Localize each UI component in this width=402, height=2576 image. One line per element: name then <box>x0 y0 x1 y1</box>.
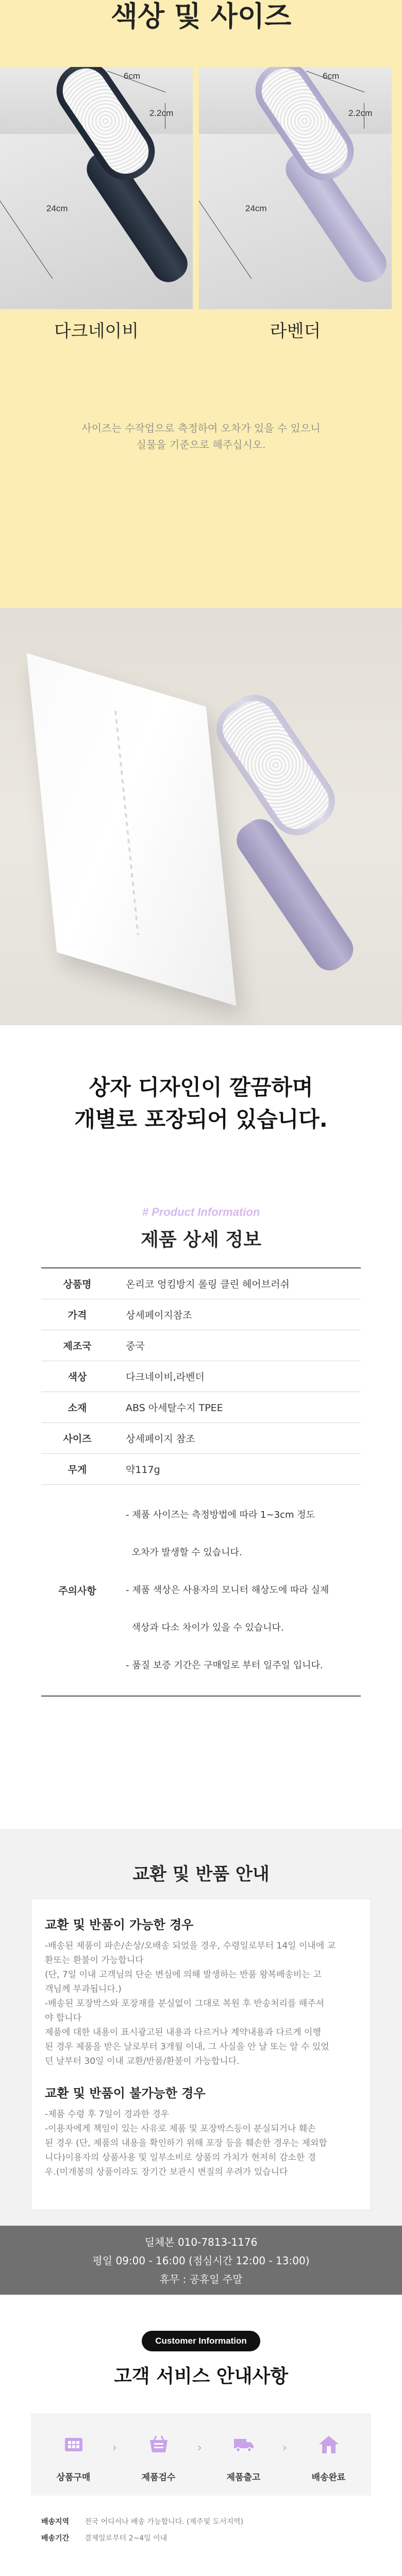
table-row: 가격 상세페이지참조 <box>41 1299 361 1330</box>
spec-table <box>41 1267 361 1697</box>
home-icon <box>318 2434 340 2455</box>
color-name-lavender: 라벤더 <box>270 321 321 342</box>
table-row: 제조국 중국 <box>41 1330 361 1361</box>
contact-hours: 평일 09:00 - 16:00 (점심시간 12:00 - 13:00) <box>92 2255 310 2267</box>
shipping-area-row: 배송지역 전국 어디서나 배송 가능합니다. (제주및 도서지역) <box>41 2518 244 2526</box>
photo-lavender: 6cm 2.2cm 24cm <box>199 67 392 309</box>
table-row: 무게 약117g <box>41 1453 361 1484</box>
colors-size-section <box>0 0 402 608</box>
package-line-1: 상자 디자인이 깔끔하며 <box>89 1075 313 1100</box>
return-impossible-title: 교환 및 반품이 불가능한 경우 <box>45 2086 206 2100</box>
customer-service-section <box>0 2295 402 2506</box>
customer-service-title: 고객 서비스 안내사항 <box>113 2366 289 2387</box>
order-steps: 상품구매 › 제품검수 › 제품출고 › 배송완료 <box>31 2413 371 2496</box>
cart-icon <box>63 2434 85 2455</box>
table-row: 상품명 온리코 엉킴방지 롤링 클린 헤어브러쉬 <box>41 1268 361 1299</box>
step-purchase: 상품구매 <box>31 2413 116 2496</box>
table-row: 색상 다크네이비,라벤더 <box>41 1361 361 1392</box>
table-row: 소재 ABS 아세탈수지 TPEE <box>41 1392 361 1422</box>
truck-icon <box>233 2434 255 2455</box>
size-note: 사이즈는 수작업으로 측정하여 오차가 있을 수 있으니 실물을 기준으로 해주십시오. <box>81 422 321 451</box>
contact-hours-band <box>0 2226 402 2295</box>
package-line-2: 개별로 포장되어 있습니다. <box>74 1107 328 1132</box>
step-shipping: 제품출고 <box>201 2413 286 2496</box>
product-info-eyebrow: # Product Information <box>142 1206 260 1218</box>
table-row-caution: 주의사항 - 제품 사이즈는 측정방법에 따라 1~3cm 정도 오차가 발생할 수 있습니다. - 제품 색상은 사용자의 모니터 해상도에 따라 실제 색상과 다소 차이가 있을 수 있습니다. - 품질 보증 기간은 구매일로 부터 일주일 입니다. <box>41 1484 361 1696</box>
product-info-title: 제품 상세 정보 <box>141 1229 261 1250</box>
return-box: 교환 및 반품이 가능한 경우 -배송된 제품이 파손/손상/오배송 되었을 경우, 수령일로부터 14일 이내에 교 환또는 환불이 가능합니다 (단, 7일 이내 고객님의 단순 변심에 의해 발생하는 반품 왕복배송비는 고 객님께 부과됩니다.) -배송된 포장박스와 포장재를 분실없이 그대로 복원 후 반송처리를 해주셔 야 합니다 제품에 대한 내용이 표시광고된 내용과 다르거나 계약내용과 다르게 이행 된 경우 제품을 받은 날로부터 3개월 이내, 그 사실을 안 날 또는 알 수 있었 던 날부터 30일 이내 교환/반품/환불이 가능합니다. 교환 및 반품이 불가능한 경우 -제품 수령 후 7일이 경과한 경우 -이용자에게 책임이 있는 사유로 제품 및 포장박스등이 분실되거나 훼손 된 경우 (단, 제품의 내용을 확인하기 위해 포장 등을 훼손한 경우는 제외합 니다)이용자의 상품사용 및 일부소비로 상품의 가치가 현저히 감소한 경 우.(미개봉의 상품이라도 장기간 보관시 변질의 우려가 있습니다 <box>31 1899 371 2210</box>
package-photo <box>0 608 402 1025</box>
package-text <box>0 1025 402 1195</box>
contact-holidays: 휴무 : 공휴일 주말 <box>159 2273 243 2285</box>
table-row: 사이즈 상세페이지 참조 <box>41 1422 361 1453</box>
inspect-icon <box>148 2434 170 2455</box>
contact-phone: 딜체본 010-7813-1176 <box>144 2236 258 2248</box>
customer-info-pill: Customer Information <box>142 2331 260 2351</box>
color-name-darknavy: 다크네이비 <box>54 321 139 342</box>
return-possible-title: 교환 및 반품이 가능한 경우 <box>45 1918 194 1932</box>
return-section <box>0 1829 402 2226</box>
shipping-section <box>0 2506 402 2576</box>
section-title-colors: 색상 및 사이즈 <box>110 0 292 32</box>
step-delivered: 배송완료 <box>286 2413 371 2496</box>
return-title: 교환 및 반품 안내 <box>132 1864 270 1885</box>
product-info-section <box>0 1195 402 1829</box>
photo-darknavy: 6cm 2.2cm 24cm <box>0 67 193 309</box>
product-box-image <box>27 653 237 1006</box>
step-inspect: 제품검수 <box>116 2413 201 2496</box>
shipping-period-row: 배송기간 결제일로부터 2~4일 이내 <box>41 2534 167 2543</box>
